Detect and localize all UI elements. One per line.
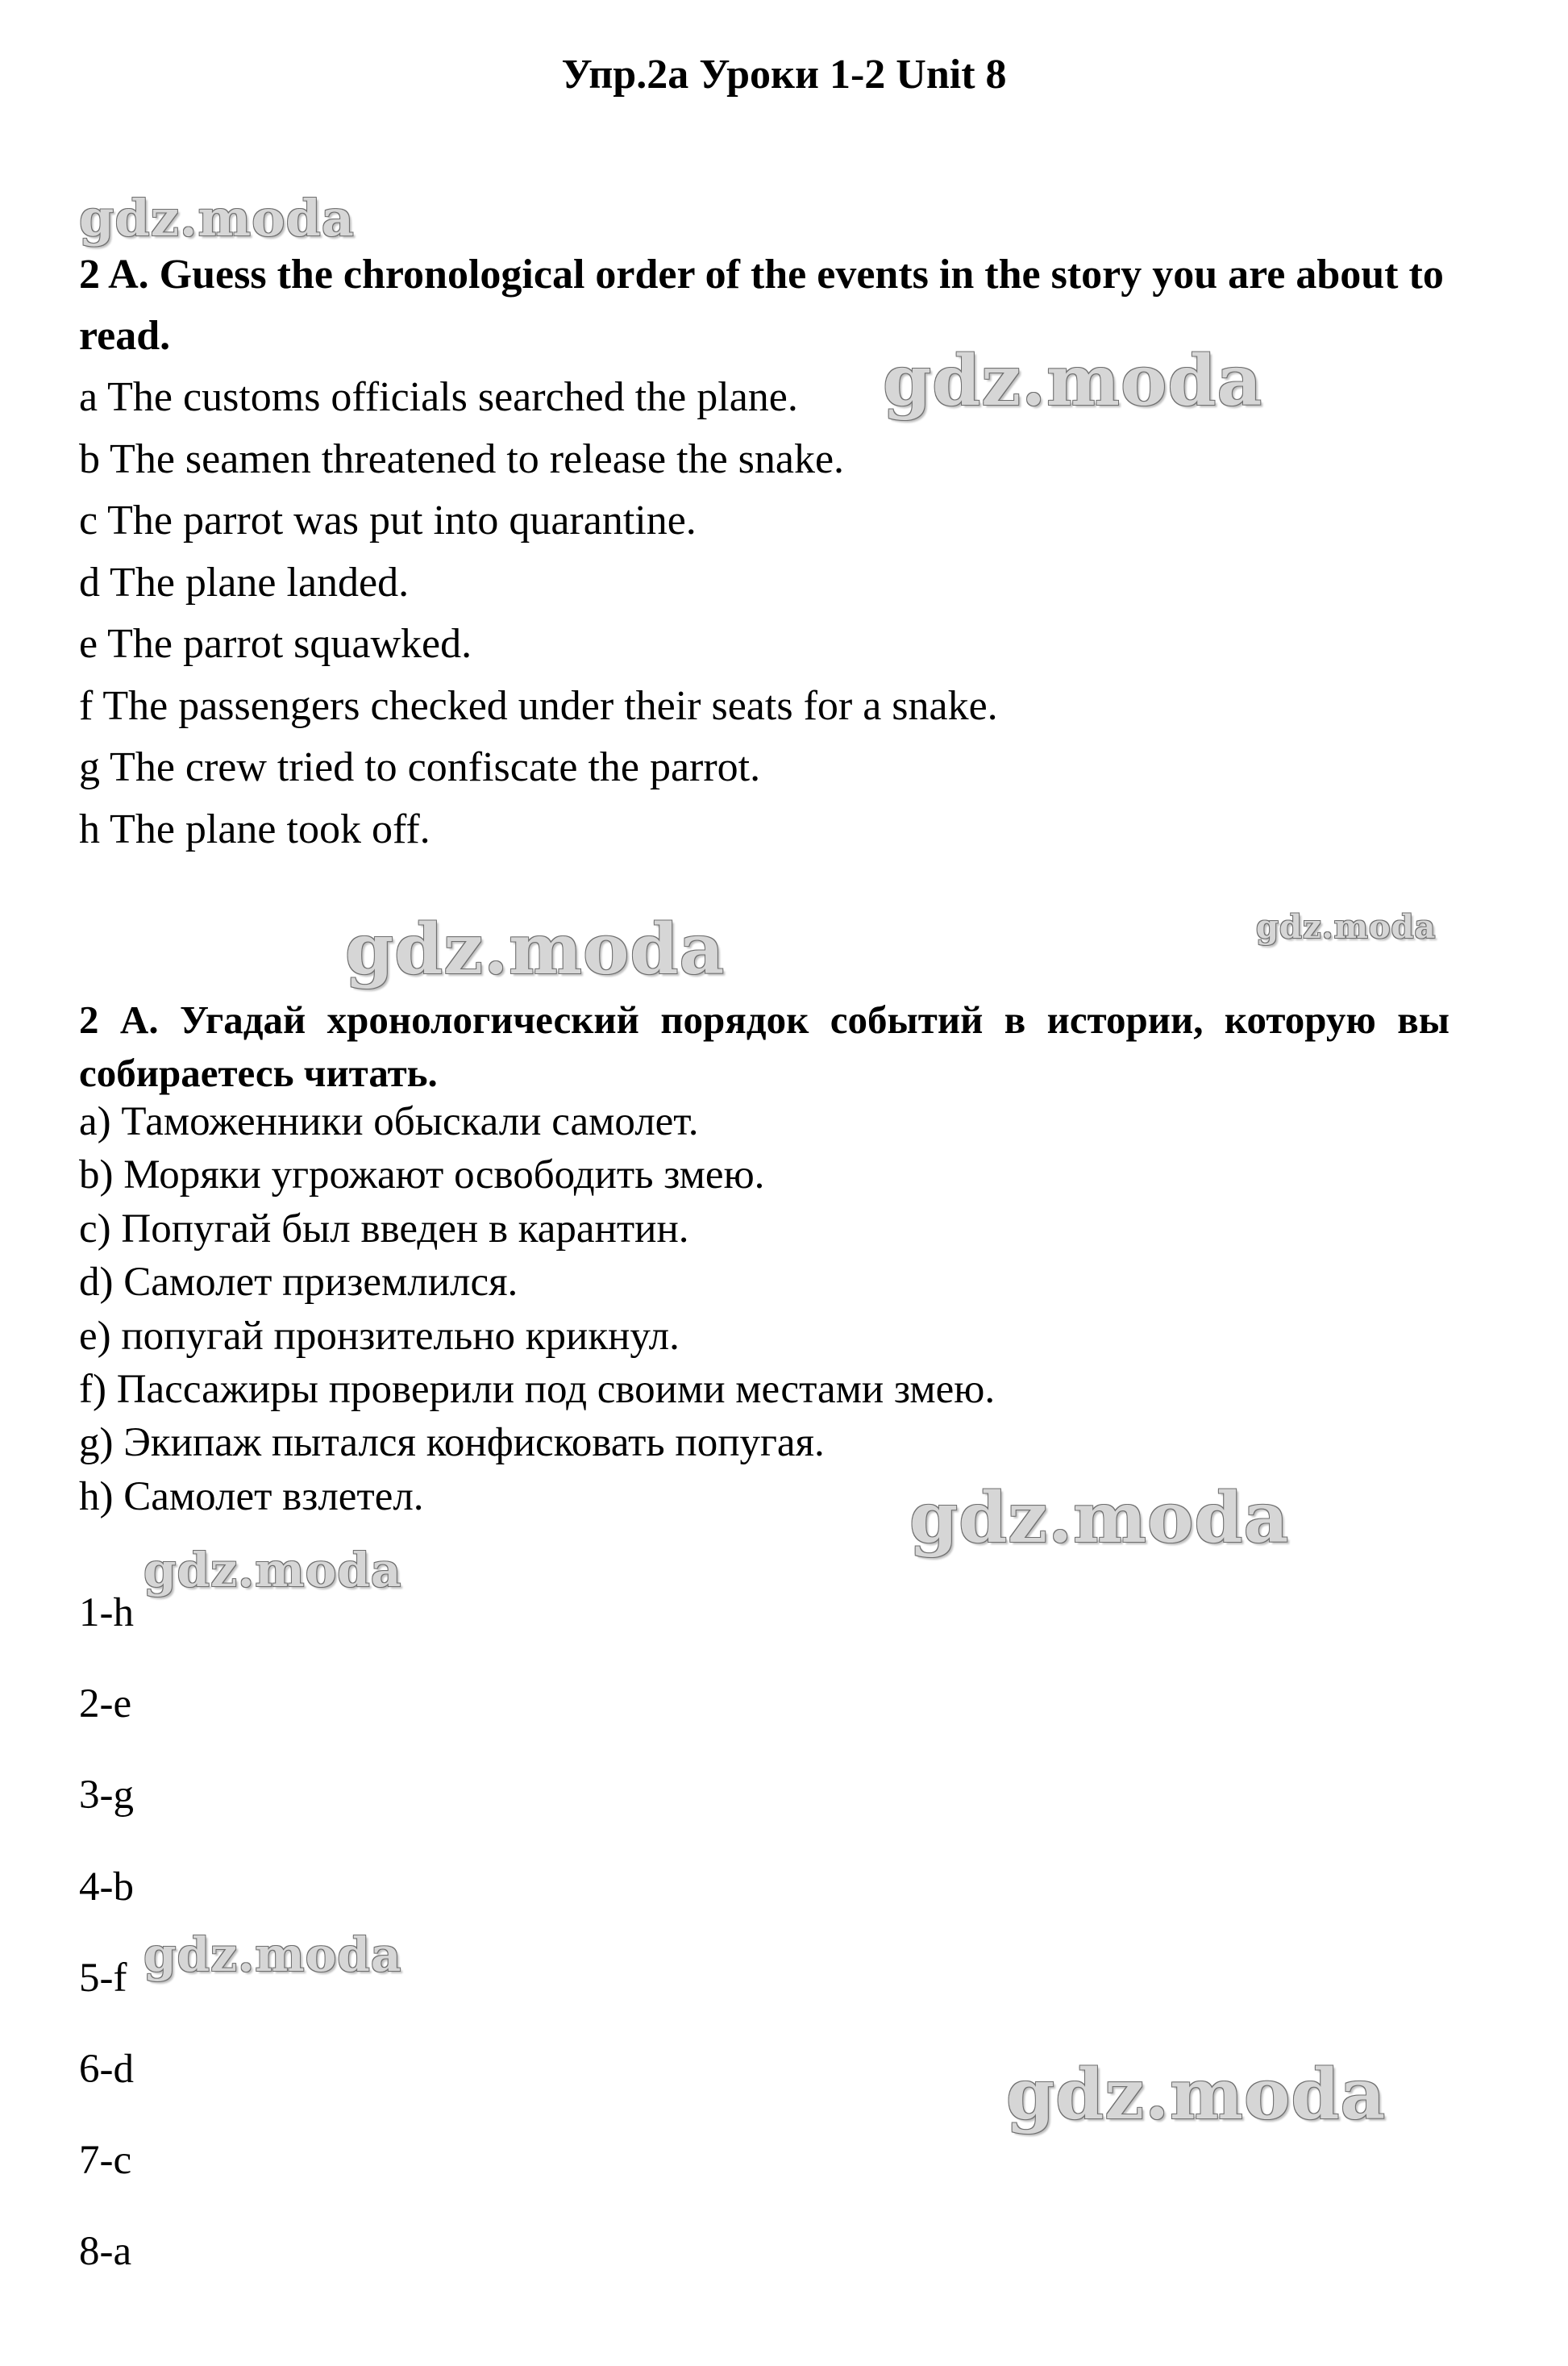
english-event-item: f The passengers checked under their seats for a snake. xyxy=(79,682,998,729)
watermark: gdz.moda xyxy=(79,189,355,248)
english-event-item: d The plane landed. xyxy=(79,559,410,606)
watermark: gdz.moda xyxy=(1256,908,1437,946)
russian-event-item: c) Попугай был введен в карантин. xyxy=(79,1206,689,1252)
russian-event-item: f) Пассажиры проверили под своими местами змею. xyxy=(79,1367,996,1413)
english-event-item: b The seamen threatened to release the snake. xyxy=(79,435,845,482)
answer-item: 2-e xyxy=(79,1681,132,1727)
watermark: gdz.moda xyxy=(909,1477,1290,1559)
watermark: gdz.moda xyxy=(143,1543,402,1597)
english-event-item: g The crew tried to confiscate the parrot. xyxy=(79,744,761,790)
answer-item: 5-f xyxy=(79,1955,127,2001)
russian-event-item: a) Таможенники обыскали самолет. xyxy=(79,1099,699,1144)
english-task-heading: 2 A. Guess the chronological order of the events in the story you are about to read. xyxy=(79,252,1444,359)
watermark: gdz.moda xyxy=(345,909,726,990)
english-event-item: c The parrot was put into quarantine. xyxy=(79,498,697,544)
russian-event-item: h) Самолет взлетел. xyxy=(79,1473,424,1519)
russian-event-item: g) Экипаж пытался конфисковать попугая. xyxy=(79,1420,825,1466)
english-event-item: a The customs officials searched the plane. xyxy=(79,374,798,420)
english-event-item: h The plane took off. xyxy=(79,806,430,852)
english-event-item: e The parrot squawked. xyxy=(79,621,472,667)
page-title: Упр.2а Уроки 1-2 Unit 8 xyxy=(561,52,1007,98)
answer-item: 8-a xyxy=(79,2229,132,2275)
russian-events-list xyxy=(79,1095,1466,1523)
watermark: gdz.moda xyxy=(143,1927,402,1982)
answer-item: 3-g xyxy=(79,1772,134,1818)
russian-task-heading: 2 А. Угадай хронологический порядок событий в истории, которую вы собираетесь читать. xyxy=(79,998,1449,1095)
answer-item: 6-d xyxy=(79,2047,134,2093)
english-events-list xyxy=(79,367,1466,860)
answer-item: 1-h xyxy=(79,1590,134,1635)
watermark: gdz.moda xyxy=(883,340,1263,422)
russian-event-item: b) Моряки угрожают освободить змею. xyxy=(79,1152,765,1198)
answer-item: 4-b xyxy=(79,1864,134,1910)
russian-event-item: e) попугай пронзительно крикнул. xyxy=(79,1313,680,1359)
answer-item: 7-c xyxy=(79,2138,132,2184)
russian-event-item: d) Самолет приземлился. xyxy=(79,1260,518,1306)
watermark: gdz.moda xyxy=(1006,2054,1387,2135)
